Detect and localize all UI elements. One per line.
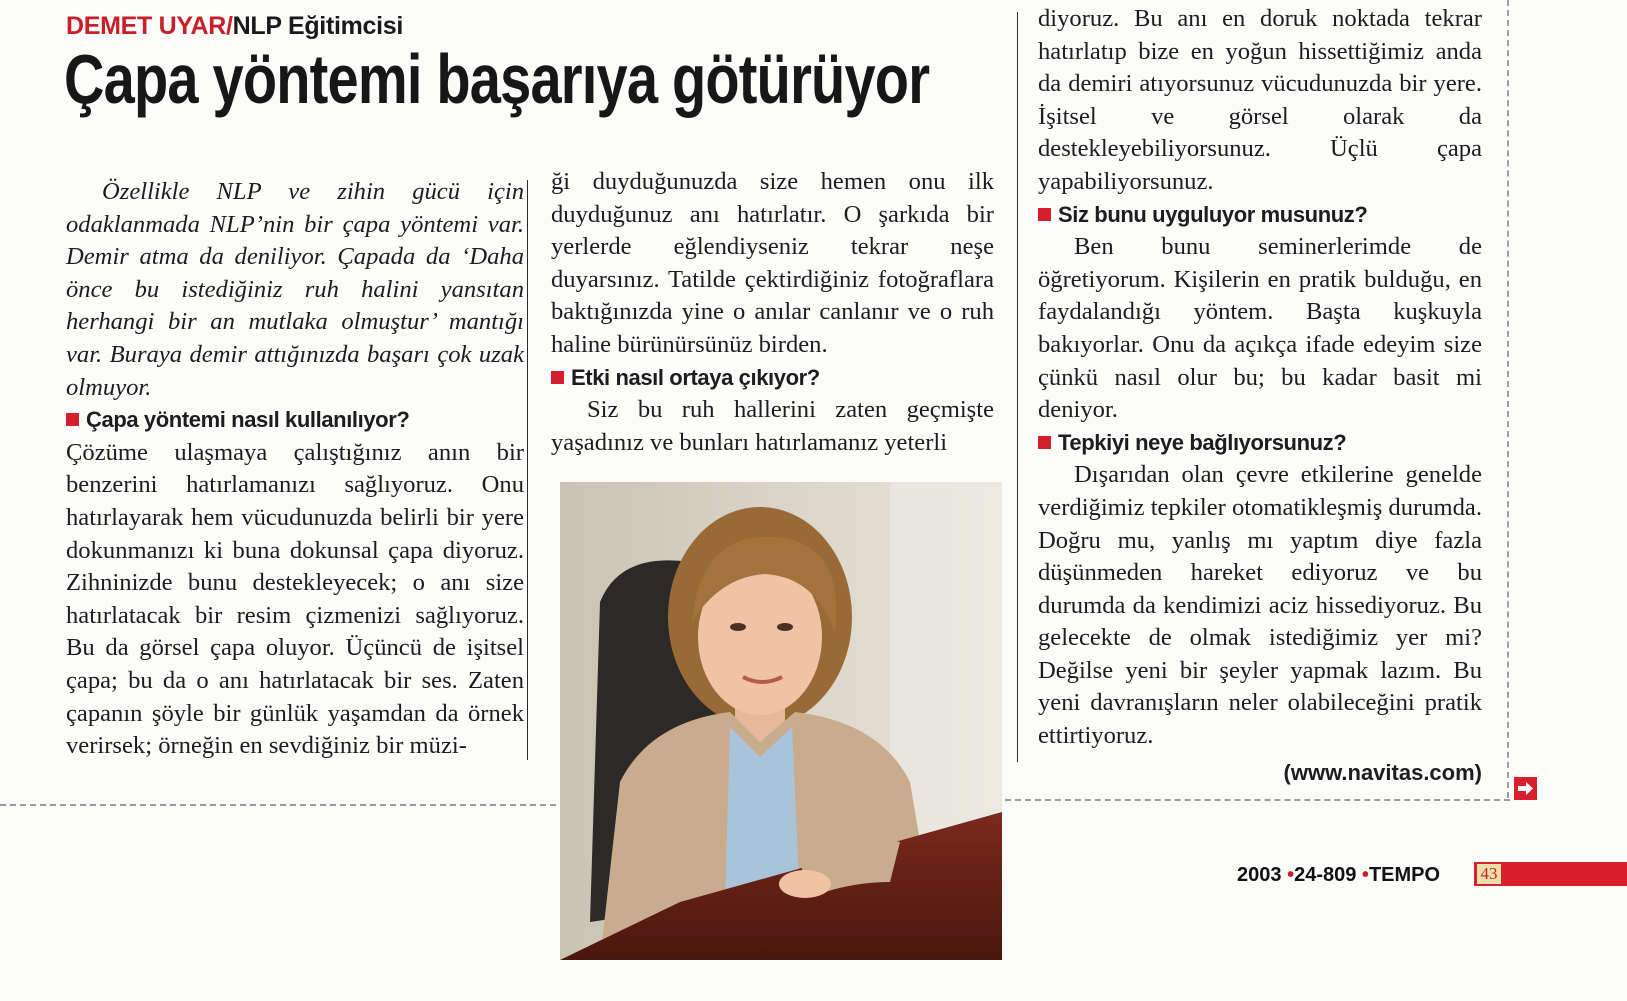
source-url: (www.navitas.com) xyxy=(1283,759,1482,785)
red-square-bullet-icon xyxy=(551,371,564,384)
article-column-3 xyxy=(1038,3,1482,789)
author-role: NLP Eğitimcisi xyxy=(232,12,404,40)
question-text: Etki nasıl ortaya çıkıyor? xyxy=(571,364,820,390)
body-paragraph: diyoruz. Bu anı en doruk noktada tekrar hatırlatıp bize en yoğun hissettiğimiz anda da demiri atıyorsunuz vücudunuzda bir yere. İşitsel ve görsel olarak da destekleyebiliyorsunuz. Üçlü çapa yapabiliyorsunuz. xyxy=(1038,5,1482,195)
continue-arrow-icon xyxy=(1514,777,1537,800)
red-square-bullet-icon xyxy=(66,413,79,426)
dashed-cut-line-vertical xyxy=(1507,0,1509,798)
separator-dot: • xyxy=(1361,864,1369,886)
column-divider xyxy=(527,180,528,760)
separator-dot: • xyxy=(1287,864,1295,886)
author-photo xyxy=(560,482,1002,960)
body-paragraph: ği duyduğunuzda size hemen onu ilk duyduğunuz anı hatırlatır. O şarkıda bir yerlerde eğlendiyseniz tekrar neşe duyarsınız. Tatilde çektirdiğiniz fotoğraflara baktığınızda yine o anılar canlanır ve o ruh haline bürünürsünüz birden. xyxy=(551,168,994,358)
article-headline: Çapa yöntemi başarıya götürüyor xyxy=(64,40,930,118)
red-square-bullet-icon xyxy=(1038,208,1051,221)
answer-paragraph: Dışarıdan olan çevre etkilerine genelde verdiğimiz tepkiler otomatikleşmiş durumda. Doğru mu, yanlış mı yaptım diye fazla düşünmeden hareket ediyoruz ve bu durumda da kendimizi aciz hissediyoruz. Bu gelecekte de olmak istediğimiz yer mi? Değilse yeni bir şeyler yapmak lazım. Bu yeni davranışların neler olabileceğini pratik ettirtiyoruz. xyxy=(1038,461,1482,750)
issue-year: 2003 xyxy=(1237,864,1282,886)
question-text: Tepkiyi neye bağlıyorsunuz? xyxy=(1058,429,1347,455)
article-column-1 xyxy=(66,176,524,763)
question-text: Siz bunu uyguluyor musunuz? xyxy=(1058,201,1368,227)
portrait-illustration xyxy=(560,482,1002,960)
question-heading xyxy=(66,404,524,437)
answer-paragraph: Siz bu ruh hallerini zaten geçmişte yaşadınız ve bunları hatırlamanız yeterli xyxy=(551,396,994,456)
byline-separator: / xyxy=(226,12,233,40)
author-name: DEMET UYAR xyxy=(66,12,226,40)
dashed-cut-line xyxy=(1005,799,1510,801)
issue-number: 24-809 xyxy=(1294,864,1357,886)
issue-info xyxy=(1237,864,1440,887)
question-heading xyxy=(1038,199,1482,232)
question-heading xyxy=(1038,427,1482,460)
red-square-bullet-icon xyxy=(1038,436,1051,449)
magazine-name: TEMPO xyxy=(1368,864,1441,886)
dashed-cut-line xyxy=(0,804,556,806)
lede-paragraph: Özellikle NLP ve zihin gücü için odaklanmada NLP’nin bir çapa yöntemi var. Demir atma da deniliyor. Çapada da ‘Daha önce bu istediğiniz ruh halini yansıtan herhangi bir an mutlaka olmuştur’ mantığı var. Buraya demir attığınızda başarı çok uzak olmuyor. xyxy=(66,178,524,401)
article-column-2 xyxy=(551,166,994,459)
answer-paragraph: Ben bunu seminerlerimde de öğretiyorum. Kişilerin en pratik bulduğu, en faydalandığı yöntem. Başta kuşkuyla bakıyorlar. Onu da açıkça ifade edeyim size çünkü nasıl olur bu; bu kadar basit mi deniyor. xyxy=(1038,233,1482,424)
answer-paragraph: Çözüme ulaşmaya çalıştığınız anın bir benzerini hatırlamanızı sağlıyoruz. Onu hatırlayarak hem vücudunuzda belirli bir yere dokunmanızı ki buna dokunsal çapa diyoruz. Zihninizde bunu destekleyecek; o anı size hatırlatacak bir resim çizmenizi sağlıyoruz. Bu da görsel çapa oluyor. Üçüncü de işitsel çapa; bu da o anı hatırlatacak bir ses. Zaten çapanın şöyle bir günlük yaşamdan da örnek verirsek; örneğin en sevdiğiniz bir müzi- xyxy=(66,438,524,760)
column-divider xyxy=(1017,12,1018,762)
byline xyxy=(66,12,403,41)
question-heading xyxy=(551,362,994,395)
question-text: Çapa yöntemi nasıl kullanılıyor? xyxy=(86,407,410,433)
page-number: 43 xyxy=(1477,864,1501,884)
